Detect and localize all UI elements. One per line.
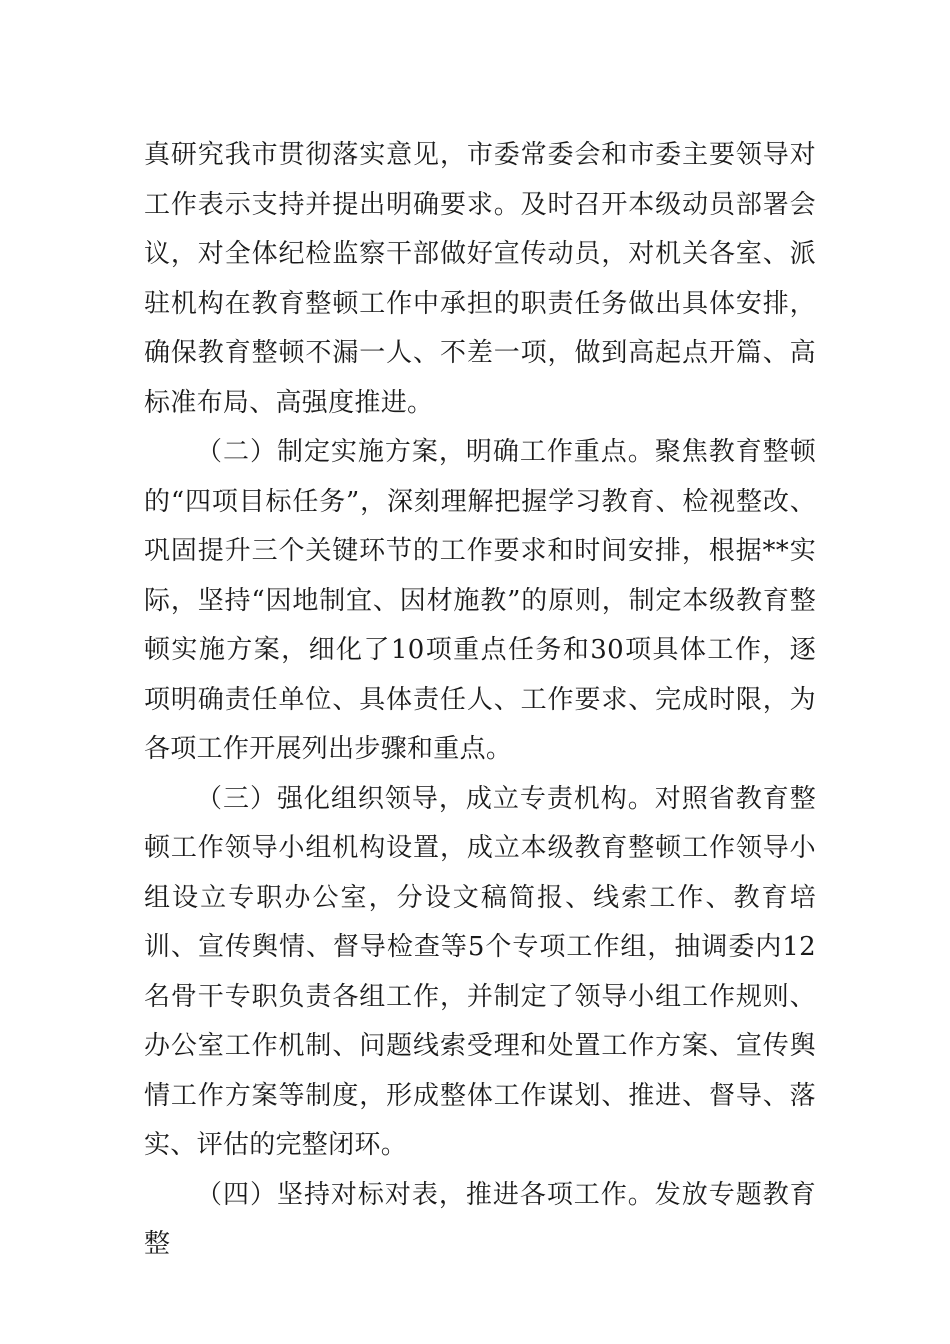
paragraph-section-2: （二）制定实施方案，明确工作重点。聚焦教育整顿的“四项目标任务”，深刻理解把握学习教育、检视整改、巩固提升三个关键环节的工作要求和时间安排，根据**实际，坚持“因地制宜、因材施教”的原则，制定本级教育整顿实施方案，细化了10项重点任务和30项具体工作，逐项明确责任单位、具体责任人、工作要求、完成时限，为各项工作开展列出步骤和重点。 — [144, 437, 816, 764]
paragraph-continuation: 真研究我市贯彻落实意见，市委常委会和市委主要领导对工作表示支持并提出明确要求。及时召开本级动员部署会议，对全体纪检监察干部做好宣传动员，对机关各室、派驻机构在教育整顿工作中承担的职责任务做出具体安排，确保教育整顿不漏一人、不差一项，做到高起点开篇、高标准布局、高强度推进。 — [144, 140, 816, 418]
paragraph-section-3: （三）强化组织领导，成立专责机构。对照省教育整顿工作领导小组机构设置，成立本级教育整顿工作领导小组设立专职办公室，分设文稿简报、线索工作、教育培训、宣传舆情、督导检查等5个专项工作组，抽调委内12名骨干专职负责各组工作，并制定了领导小组工作规则、办公室工作机制、问题线索受理和处置工作方案、宣传舆情工作方案等制度，形成整体工作谋划、推进、督导、落实、评估的完整闭环。 — [144, 783, 816, 1160]
document-body — [144, 131, 816, 1270]
paragraph-section-4: （四）坚持对标对表，推进各项工作。发放专题教育整 — [144, 1179, 816, 1259]
